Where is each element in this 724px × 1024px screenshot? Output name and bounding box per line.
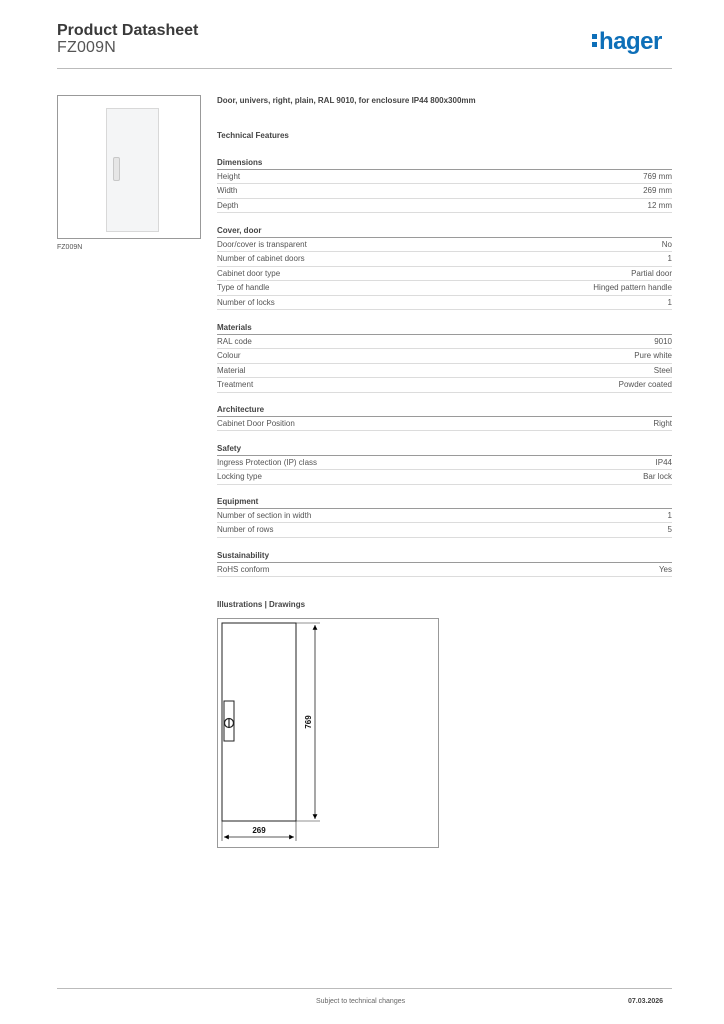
- spec-row: [217, 252, 672, 267]
- product-description: Door, univers, right, plain, RAL 9010, for enclosure IP44 800x300mm: [217, 96, 476, 105]
- spec-value: Powder coated: [618, 380, 672, 390]
- spec-value: 12 mm: [647, 200, 672, 210]
- spec-row: [217, 295, 672, 310]
- section-title: Safety: [217, 443, 672, 456]
- spec-value: IP44: [655, 457, 672, 467]
- spec-row: [217, 169, 672, 184]
- product-image-caption: FZ009N: [57, 244, 83, 251]
- spec-value: 1: [667, 297, 672, 307]
- technical-features-heading: Technical Features: [217, 131, 289, 140]
- spec-row: [217, 266, 672, 281]
- footer-note: Subject to technical changes: [316, 998, 406, 1005]
- spec-row: [217, 198, 672, 213]
- spec-row: [217, 378, 672, 393]
- section-title: Materials: [217, 322, 672, 335]
- spec-label: Door/cover is transparent: [217, 239, 307, 249]
- spec-row: [217, 455, 672, 470]
- spec-label: RAL code: [217, 336, 252, 346]
- width-dimension-label: 269: [252, 826, 266, 835]
- spec-value: Steel: [653, 365, 672, 375]
- spec-row: [217, 470, 672, 485]
- section-title: Sustainability: [217, 550, 672, 563]
- handle-icon: [113, 157, 120, 181]
- spec-value: 269 mm: [643, 186, 672, 196]
- spec-label: Depth: [217, 200, 239, 210]
- hager-logo: [592, 28, 662, 56]
- product-image: [57, 95, 201, 239]
- spec-value: No: [661, 239, 672, 249]
- spec-row: [217, 184, 672, 199]
- spec-value: 1: [667, 510, 672, 520]
- spec-label: Material: [217, 365, 246, 375]
- spec-value: Hinged pattern handle: [593, 283, 672, 293]
- spec-value: 5: [667, 525, 672, 535]
- spec-label: Locking type: [217, 472, 262, 482]
- spec-row: [217, 562, 672, 577]
- spec-row: [217, 237, 672, 252]
- spec-row: [217, 349, 672, 364]
- spec-label: Cabinet door type: [217, 268, 281, 278]
- section-title: Architecture: [217, 404, 672, 417]
- spec-label: Treatment: [217, 380, 254, 390]
- spec-value: Bar lock: [643, 472, 672, 482]
- spec-row: [217, 416, 672, 431]
- spec-label: RoHS conform: [217, 564, 270, 574]
- spec-value: Right: [653, 418, 672, 428]
- section-title: Equipment: [217, 496, 672, 509]
- spec-row: [217, 508, 672, 523]
- spec-value: Partial door: [631, 268, 672, 278]
- spec-label: Ingress Protection (IP) class: [217, 457, 318, 467]
- spec-label: Number of locks: [217, 297, 275, 307]
- spec-value: 1: [667, 254, 672, 264]
- spec-row: [217, 523, 672, 538]
- spec-label: Cabinet Door Position: [217, 418, 295, 428]
- spec-row: [217, 334, 672, 349]
- spec-label: Number of section in width: [217, 510, 312, 520]
- header-divider: [57, 68, 672, 69]
- footer-date: 07.03.2026: [628, 998, 664, 1005]
- spec-label: Number of cabinet doors: [217, 254, 305, 264]
- spec-label: Number of rows: [217, 525, 274, 535]
- spec-label: Colour: [217, 351, 241, 361]
- height-dimension-label: 769: [304, 715, 313, 729]
- logo-dots-icon: [592, 31, 597, 50]
- technical-drawing: [217, 618, 439, 848]
- spec-row: [217, 363, 672, 378]
- footer-divider: [57, 988, 672, 989]
- page-title: Product Datasheet: [57, 22, 199, 39]
- spec-value: Pure white: [634, 351, 672, 361]
- spec-label: Width: [217, 186, 238, 196]
- spec-label: Type of handle: [217, 283, 270, 293]
- door-dimension-drawing: [218, 619, 440, 849]
- drawings-heading: Illustrations | Drawings: [217, 600, 306, 609]
- spec-value: 769 mm: [643, 171, 672, 181]
- section-title: Dimensions: [217, 157, 672, 170]
- spec-label: Height: [217, 171, 241, 181]
- spec-value: Yes: [658, 564, 672, 574]
- spec-row: [217, 281, 672, 296]
- spec-value: 9010: [654, 336, 672, 346]
- door-illustration: [106, 108, 159, 232]
- product-code: FZ009N: [57, 39, 116, 56]
- section-title: Cover, door: [217, 225, 672, 238]
- logo-text: hager: [599, 28, 662, 55]
